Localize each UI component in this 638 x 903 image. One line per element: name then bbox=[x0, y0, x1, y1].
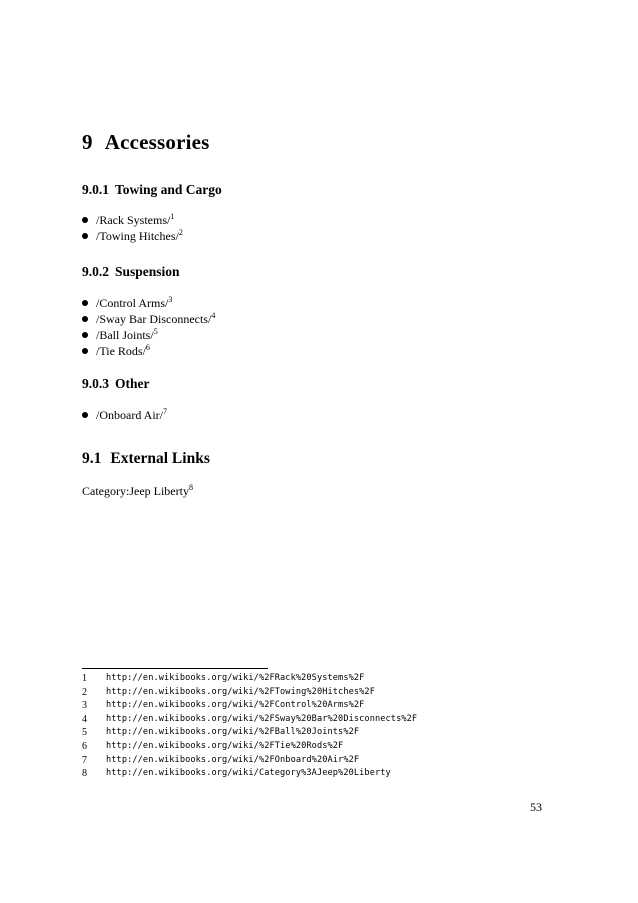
footnote-url[interactable]: http://en.wikibooks.org/wiki/%2FTowing%20Hitches%2F bbox=[106, 686, 375, 697]
link-tie-rods[interactable]: /Tie Rods/ bbox=[96, 344, 146, 358]
footnote-row bbox=[82, 672, 562, 686]
link-onboard-air[interactable]: /Onboard Air/ bbox=[96, 408, 163, 422]
section-title-text: Other bbox=[115, 376, 150, 391]
footnote-ref[interactable]: 1 bbox=[170, 212, 175, 221]
footnote-url[interactable]: http://en.wikibooks.org/wiki/%2FControl%20Arms%2F bbox=[106, 700, 365, 711]
footnote-row bbox=[82, 767, 562, 781]
list-item bbox=[82, 311, 215, 327]
footnote-row bbox=[82, 699, 562, 713]
external-links-paragraph bbox=[82, 484, 193, 499]
footnote-ref[interactable]: 2 bbox=[178, 228, 183, 237]
footnote-row bbox=[82, 726, 562, 740]
footnote-url[interactable]: http://en.wikibooks.org/wiki/Category%3AJeep%20Liberty bbox=[106, 768, 391, 779]
footnote-number: 1 bbox=[82, 673, 87, 684]
suspension-list bbox=[82, 295, 215, 359]
link-sway-bar-disconnects[interactable]: /Sway Bar Disconnects/ bbox=[96, 312, 212, 326]
footnote-ref[interactable]: 4 bbox=[211, 311, 216, 320]
list-item bbox=[82, 228, 183, 244]
footnote-number: 5 bbox=[82, 727, 87, 739]
chapter-title-text: Accessories bbox=[104, 130, 210, 154]
bullet-icon bbox=[82, 300, 88, 306]
section-title-suspension bbox=[82, 264, 180, 280]
bullet-icon bbox=[82, 332, 88, 338]
footnote-url[interactable]: http://en.wikibooks.org/wiki/%2FRack%20Systems%2F bbox=[106, 673, 365, 683]
chapter-number: 9 bbox=[82, 130, 93, 154]
link-ball-joints[interactable]: /Ball Joints/ bbox=[96, 328, 154, 342]
footnote-number: 2 bbox=[82, 686, 87, 698]
list-item bbox=[82, 212, 183, 228]
footnote-url[interactable]: http://en.wikibooks.org/wiki/%2FBall%20Joints%2F bbox=[106, 727, 360, 738]
footnote-row bbox=[82, 740, 562, 754]
footnote-number: 6 bbox=[82, 740, 87, 752]
footnote-url[interactable]: http://en.wikibooks.org/wiki/%2FSway%20Bar%20Disconnects%2F bbox=[106, 713, 418, 724]
bullet-icon bbox=[82, 316, 88, 322]
page-number: 53 bbox=[530, 800, 542, 814]
chapter-title bbox=[82, 130, 210, 155]
list-item bbox=[82, 343, 215, 359]
footnote-divider bbox=[82, 668, 268, 669]
section-title-text: Suspension bbox=[115, 264, 180, 279]
footnote-row bbox=[82, 754, 562, 768]
footnote-number: 3 bbox=[82, 700, 87, 712]
bullet-icon bbox=[82, 217, 88, 223]
other-list bbox=[82, 407, 167, 423]
section-title-external-links bbox=[82, 450, 210, 468]
section-title-towing-and-cargo bbox=[82, 182, 222, 198]
footnote-ref[interactable]: 7 bbox=[163, 407, 167, 416]
link-control-arms[interactable]: /Control Arms/ bbox=[96, 296, 169, 310]
list-item bbox=[82, 327, 215, 343]
footnote-ref[interactable]: 6 bbox=[145, 343, 150, 352]
towing-and-cargo-list bbox=[82, 212, 183, 244]
section-title-text: Towing and Cargo bbox=[115, 182, 222, 197]
section-number: 9.0.3 bbox=[82, 376, 109, 391]
link-towing-hitches[interactable]: /Towing Hitches/ bbox=[96, 229, 179, 243]
footnote-row bbox=[82, 713, 562, 727]
link-rack-systems[interactable]: /Rack Systems/ bbox=[96, 213, 171, 227]
bullet-icon bbox=[82, 233, 88, 239]
footnotes bbox=[82, 672, 562, 781]
section-title-text: External Links bbox=[110, 450, 210, 467]
footnote-url[interactable]: http://en.wikibooks.org/wiki/%2FOnboard%20Air%2F bbox=[106, 754, 360, 765]
footnote-number: 7 bbox=[82, 754, 87, 766]
list-item bbox=[82, 295, 215, 311]
footnote-number: 4 bbox=[82, 713, 87, 725]
bullet-icon bbox=[82, 348, 88, 354]
section-number: 9.1 bbox=[82, 450, 102, 467]
footnote-ref[interactable]: 5 bbox=[153, 327, 158, 336]
footnote-url[interactable]: http://en.wikibooks.org/wiki/%2FTie%20Rods%2F bbox=[106, 740, 344, 751]
section-number: 9.0.1 bbox=[82, 182, 109, 197]
section-number: 9.0.2 bbox=[82, 264, 109, 279]
bullet-icon bbox=[82, 412, 88, 418]
list-item bbox=[82, 407, 167, 423]
footnote-ref[interactable]: 8 bbox=[188, 483, 193, 492]
footnote-row bbox=[82, 686, 562, 700]
section-title-other bbox=[82, 376, 150, 392]
footnote-ref[interactable]: 3 bbox=[168, 295, 173, 304]
footnote-number: 8 bbox=[82, 768, 87, 780]
link-category-jeep-liberty[interactable]: Category:Jeep Liberty bbox=[82, 484, 189, 498]
